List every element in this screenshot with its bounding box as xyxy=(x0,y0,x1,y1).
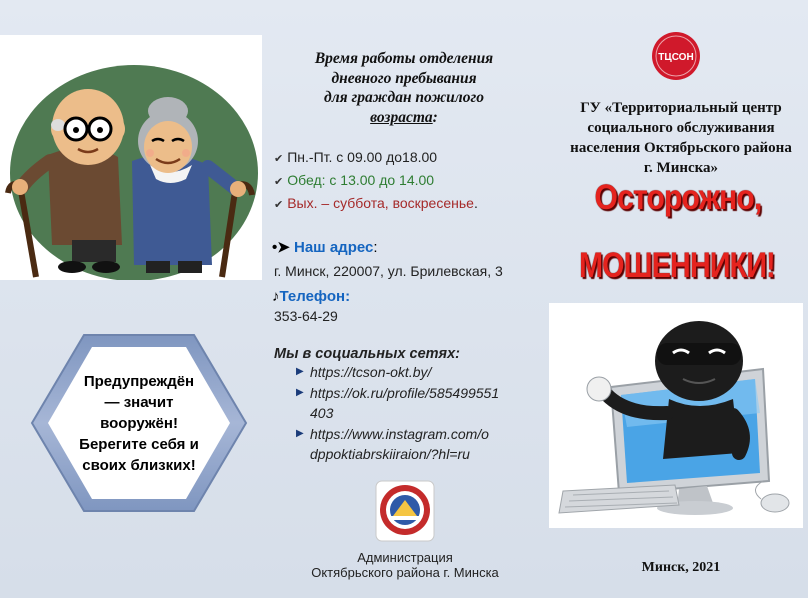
address-text: г. Минск, 220007, ул. Брилевская, 3 xyxy=(274,263,503,279)
social-link-text[interactable]: dppoktiabrskiiraion/?hl=ru xyxy=(310,446,470,462)
admin-line: Администрация xyxy=(357,550,453,565)
address-label: Наш адрес xyxy=(294,239,374,256)
arrow-right-icon: •➤ xyxy=(272,239,294,256)
thief-illustration xyxy=(549,303,803,528)
lunch-text: Обед: с 13.00 до 14.00 xyxy=(287,172,435,188)
hours-title-line: дневного пребывания xyxy=(331,69,477,87)
weekend-period: . xyxy=(473,195,478,211)
logo-text: ТЦСОН xyxy=(658,52,694,63)
org-line: ГУ «Территориальный центр xyxy=(580,100,782,116)
schedule-weekdays xyxy=(274,147,544,170)
social-links-list xyxy=(296,362,536,465)
triangle-bullet-icon: ▶ xyxy=(296,428,304,439)
city-and-year: Минск, 2021 xyxy=(641,560,721,575)
slogan-line: Берегите себя и xyxy=(79,436,199,453)
weekend-text: Вых. – суббота, воскресенье xyxy=(287,195,474,211)
org-line: социального обслуживания xyxy=(587,120,775,136)
warning-headline-line1: Осторожно, xyxy=(594,178,762,217)
admin-line: Октябрьского района г. Минска xyxy=(311,565,499,580)
hours-title-colon: : xyxy=(432,108,438,126)
schedule-weekend xyxy=(274,193,544,216)
slogan-text xyxy=(60,371,218,476)
administration-caption xyxy=(280,550,530,580)
schedule-lunch xyxy=(274,170,544,193)
triangle-bullet-icon: ▶ xyxy=(296,366,304,377)
elderly-couple-illustration xyxy=(0,35,262,280)
thief-computer-icon xyxy=(549,303,803,528)
organization-name xyxy=(556,98,806,178)
phone-icon: ♪ xyxy=(272,288,280,305)
slogan-hexagon xyxy=(30,333,248,513)
hours-title-line: Время работы отделения xyxy=(314,50,494,67)
weekdays-text: Пн.-Пт. с 09.00 до18.00 xyxy=(287,149,438,165)
hours-title-line xyxy=(284,108,524,128)
warning-headline-line2: МОШЕННИКИ! xyxy=(579,246,775,285)
slogan-line: — значит xyxy=(104,394,174,411)
phone-heading xyxy=(272,288,350,305)
social-link-text[interactable]: 403 xyxy=(310,405,334,421)
hours-title-word: возраста xyxy=(370,108,433,126)
social-link-ok[interactable] xyxy=(296,383,536,423)
phone-number[interactable]: 353-64-29 xyxy=(274,308,338,324)
org-line: г. Минска» xyxy=(643,160,719,176)
slogan-line: Предупреждён xyxy=(83,373,195,390)
administration-emblem-icon xyxy=(375,480,435,542)
address-colon: : xyxy=(373,239,378,256)
social-link-instagram[interactable] xyxy=(296,424,536,464)
hours-title xyxy=(284,49,524,127)
address-heading xyxy=(272,238,378,256)
slogan-line: вооружён! xyxy=(100,415,178,432)
social-link-text[interactable]: https://tcson-okt.by/ xyxy=(310,364,432,380)
hours-title-line: для граждан пожилого xyxy=(324,89,484,106)
triangle-bullet-icon: ▶ xyxy=(296,387,304,398)
tcson-logo xyxy=(651,31,701,81)
elderly-couple-icon xyxy=(0,35,262,280)
social-link-text[interactable]: https://ok.ru/profile/585499551 xyxy=(310,385,500,401)
social-heading: Мы в социальных сетях: xyxy=(274,346,460,362)
org-line: населения Октябрьского района xyxy=(570,140,792,156)
social-link-site[interactable] xyxy=(296,362,536,382)
check-mark-icon: ✔ xyxy=(274,176,284,188)
phone-label: Телефон: xyxy=(279,288,351,305)
slogan-line: своих близких! xyxy=(82,457,196,474)
check-mark-icon: ✔ xyxy=(274,199,284,211)
check-mark-icon: ✔ xyxy=(274,153,284,165)
schedule-list xyxy=(274,147,544,216)
social-link-text[interactable]: https://www.instagram.com/o xyxy=(310,426,489,442)
